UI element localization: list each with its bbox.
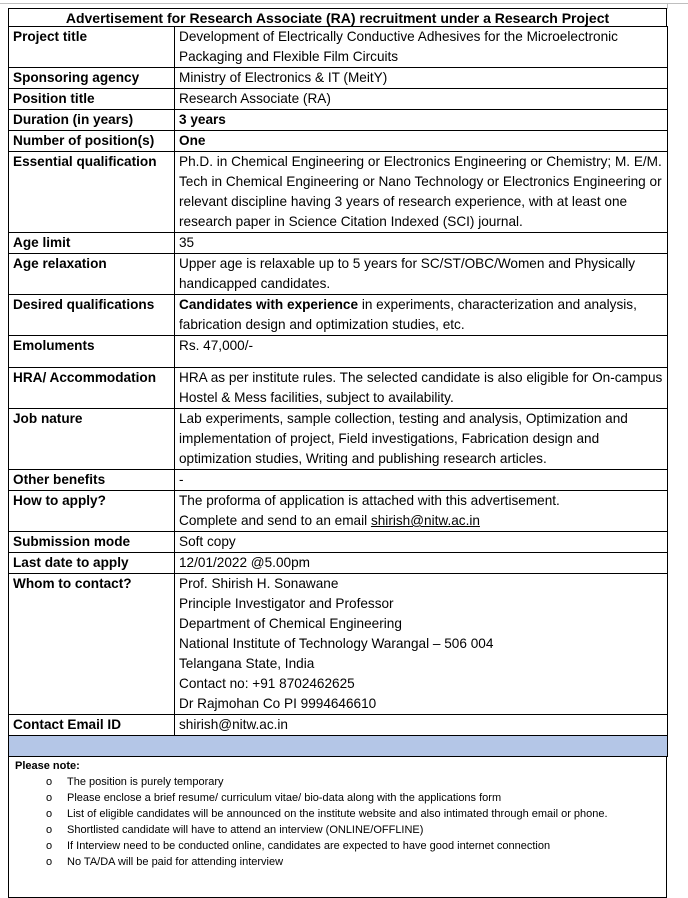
label-position-title: Position title — [9, 89, 175, 110]
value-submission-mode: Soft copy — [175, 532, 668, 553]
separator-band — [9, 736, 668, 757]
row-position-title — [9, 89, 668, 110]
row-how-to-apply — [9, 491, 668, 532]
page-right-rule — [667, 3, 668, 9]
note-item — [15, 790, 660, 806]
circle-bullet-icon: o — [45, 808, 53, 820]
row-essential-qualification — [9, 152, 668, 233]
contact-line: Department of Chemical Engineering — [179, 616, 402, 631]
value-age-relaxation: Upper age is relaxable up to 5 years for SC/ST/OBC/Women and Physically handicapped candidates. — [175, 254, 668, 295]
value-job-nature: Lab experiments, sample collection, testing and analysis, Optimization and implementation of project, Field investigations, Fabrication design and optimization studies, Writing and publishing research articles. — [175, 409, 668, 470]
note-item — [15, 838, 660, 854]
how-to-apply-line2 — [179, 511, 663, 531]
contact-line: Principle Investigator and Professor — [179, 596, 394, 611]
desired-bold-text: Candidates with experience — [179, 297, 359, 312]
row-age-limit — [9, 233, 668, 254]
note-item — [15, 774, 660, 790]
row-submission-mode — [9, 532, 668, 553]
row-last-date — [9, 553, 668, 574]
page-top-rule — [0, 3, 688, 4]
row-positions — [9, 131, 668, 152]
contact-line: Prof. Shirish H. Sonawane — [179, 576, 339, 591]
row-desired-qualifications — [9, 295, 668, 336]
contact-line: Telangana State, India — [179, 656, 315, 671]
notes-section — [8, 757, 667, 898]
circle-bullet-icon: o — [45, 856, 53, 868]
note-item — [15, 822, 660, 838]
label-age-limit: Age limit — [9, 233, 175, 254]
label-last-date: Last date to apply — [9, 553, 175, 574]
label-age-relaxation: Age relaxation — [9, 254, 175, 295]
row-project-title — [9, 27, 668, 68]
contact-line: Contact no: +91 8702462625 — [179, 676, 355, 691]
value-other-benefits: - — [175, 470, 668, 491]
note-text: If Interview need to be conducted online, candidates are expected to have good internet connection — [67, 840, 551, 852]
value-contact-email: shirish@nitw.ac.in — [175, 715, 668, 736]
value-project-title: Development of Electrically Conductive Adhesives for the Microelectronic Packaging and Flexible Film Circuits — [175, 27, 668, 68]
value-desired-qualifications — [175, 295, 668, 336]
value-sponsoring-agency: Ministry of Electronics & IT (MeitY) — [175, 68, 668, 89]
label-essential-qualification: Essential qualification — [9, 152, 175, 233]
separator-band-row — [9, 736, 668, 757]
note-text: Shortlisted candidate will have to attend an interview (ONLINE/OFFLINE) — [67, 824, 424, 836]
notes-list — [15, 774, 660, 870]
how-to-apply-prefix: Complete and send to an email — [179, 513, 371, 528]
row-contact-email — [9, 715, 668, 736]
note-text: Please enclose a brief resume/ curriculum vitae/ bio-data along with the applications form — [67, 792, 502, 804]
row-sponsoring-agency — [9, 68, 668, 89]
label-project-title: Project title — [9, 27, 175, 68]
value-last-date: 12/01/2022 @5.00pm — [175, 553, 668, 574]
document-title: Advertisement for Research Associate (RA) recruitment under a Research Project — [8, 8, 667, 26]
label-whom-to-contact: Whom to contact? — [9, 574, 175, 715]
advertisement-document — [8, 8, 667, 898]
label-desired-qualifications: Desired qualifications — [9, 295, 175, 336]
row-hra — [9, 368, 668, 409]
row-duration — [9, 110, 668, 131]
value-age-limit: 35 — [175, 233, 668, 254]
apply-email-link[interactable]: shirish@nitw.ac.in — [370, 513, 480, 528]
row-whom-to-contact — [9, 574, 668, 715]
row-age-relaxation — [9, 254, 668, 295]
label-how-to-apply: How to apply? — [9, 491, 175, 532]
circle-bullet-icon: o — [45, 776, 53, 788]
value-hra: HRA as per institute rules. The selected candidate is also eligible for On-campus Hostel & Mess facilities, subject to availability. — [175, 368, 668, 409]
label-contact-email: Contact Email ID — [9, 715, 175, 736]
label-hra: HRA/ Accommodation — [9, 368, 175, 409]
note-item — [15, 854, 660, 870]
notes-heading: Please note: — [15, 760, 80, 772]
value-emoluments: Rs. 47,000/- — [175, 336, 668, 368]
note-item — [15, 806, 660, 822]
note-text: The position is purely temporary — [67, 776, 224, 788]
row-other-benefits — [9, 470, 668, 491]
value-whom-to-contact — [175, 574, 668, 715]
value-how-to-apply — [175, 491, 668, 532]
contact-line: National Institute of Technology Warangal – 506 004 — [179, 636, 494, 651]
value-position-title: Research Associate (RA) — [175, 89, 668, 110]
note-text: No TA/DA will be paid for attending interview — [67, 856, 284, 868]
details-table — [8, 26, 668, 757]
label-positions: Number of position(s) — [9, 131, 175, 152]
value-essential-qualification: Ph.D. in Chemical Engineering or Electronics Engineering or Chemistry; M. E/M. Tech in Chemical Engineering or Nano Technology or Electronics Engineering or relevant discipline having 3 years of research experience, with at least one research paper in Science Citation Indexed (SCI) journal. — [175, 152, 668, 233]
note-text: List of eligible candidates will be announced on the institute website and also intimated through email or phone. — [67, 808, 608, 820]
value-positions: One — [175, 131, 668, 152]
label-other-benefits: Other benefits — [9, 470, 175, 491]
circle-bullet-icon: o — [45, 824, 53, 836]
label-submission-mode: Submission mode — [9, 532, 175, 553]
label-job-nature: Job nature — [9, 409, 175, 470]
how-to-apply-line1: The proforma of application is attached with this advertisement. — [179, 493, 560, 508]
circle-bullet-icon: o — [45, 840, 53, 852]
desired-rest-text: in experiments, characterization and analysis, fabrication design and optimization studies, etc. — [179, 297, 637, 332]
label-duration: Duration (in years) — [9, 110, 175, 131]
label-emoluments: Emoluments — [9, 336, 175, 368]
value-duration: 3 years — [175, 110, 668, 131]
row-emoluments — [9, 336, 668, 368]
contact-line: Dr Rajmohan Co PI 9994646610 — [179, 696, 377, 711]
circle-bullet-icon: o — [45, 792, 53, 804]
row-job-nature — [9, 409, 668, 470]
label-sponsoring-agency: Sponsoring agency — [9, 68, 175, 89]
